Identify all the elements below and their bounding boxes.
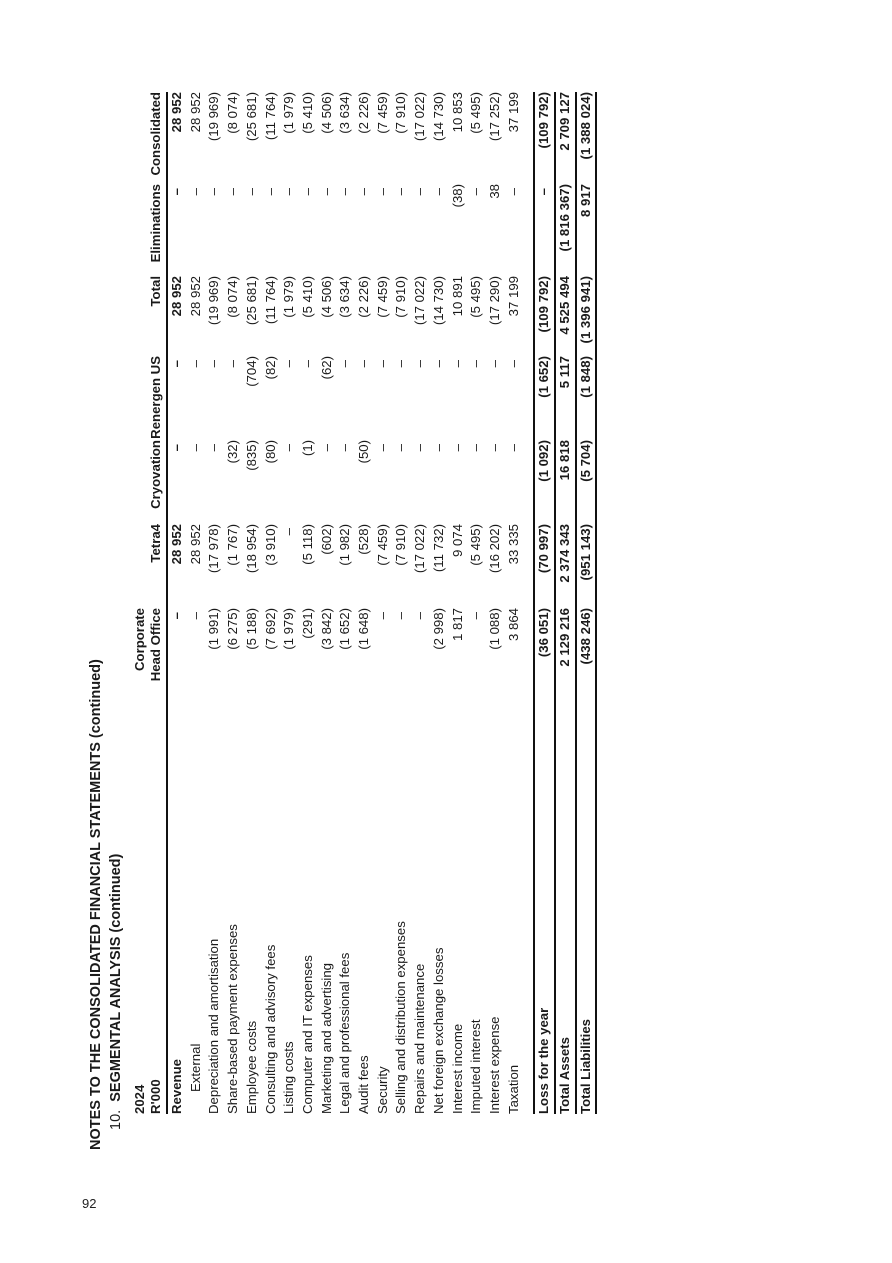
row-label: Depreciation and amortisation xyxy=(206,938,222,1114)
cell-value: (5 495) xyxy=(468,276,484,318)
cell-value: – xyxy=(187,360,203,368)
cell-value: (5 410) xyxy=(299,92,315,134)
cell-value: (835) xyxy=(243,440,259,471)
cell-value: – xyxy=(281,444,297,452)
page-number: 92 xyxy=(82,1196,97,1211)
row-label: Total Liabilities xyxy=(577,1018,593,1114)
cell-value: – xyxy=(468,188,484,196)
row-label: Consulting and advisory fees xyxy=(262,944,278,1114)
cell-value: – xyxy=(412,188,428,196)
row-label: Listing costs xyxy=(281,1041,297,1114)
row-label: Interest expense xyxy=(486,1016,502,1114)
cell-value: – xyxy=(393,360,409,368)
cell-value: (1 088) xyxy=(486,608,502,650)
header-renergen-us: Renergen US xyxy=(148,356,163,439)
cell-value: (36 051) xyxy=(536,608,552,658)
cell-value: – xyxy=(374,188,390,196)
row-label: Legal and professional fees xyxy=(337,952,353,1114)
cell-value: 37 199 xyxy=(505,92,521,133)
row-label: Loss for the year xyxy=(536,1007,552,1114)
cell-value: – xyxy=(356,360,372,368)
cell-value: – xyxy=(281,528,297,536)
cell-value: 3 864 xyxy=(505,608,521,642)
cell-value: (109 792) xyxy=(536,276,552,333)
table-row xyxy=(336,92,355,1114)
header-cryovation: Cryovation xyxy=(148,440,163,509)
cell-value: – xyxy=(412,444,428,452)
cell-value: (951 143) xyxy=(577,524,593,581)
cell-value: – xyxy=(299,188,315,196)
header-year: 2024 xyxy=(132,1084,147,1114)
cell-value: – xyxy=(430,188,446,196)
cell-value: – xyxy=(449,360,465,368)
cell-value: – xyxy=(468,360,484,368)
table-row xyxy=(299,92,318,1114)
table-row xyxy=(449,92,468,1114)
cell-value: 4 525 494 xyxy=(557,276,573,335)
cell-value: (5 188) xyxy=(243,608,259,650)
cell-value: 2 374 343 xyxy=(557,524,573,583)
table-row xyxy=(205,92,224,1114)
cell-value: (7 459) xyxy=(374,92,390,134)
cell-value: – xyxy=(206,444,222,452)
row-label: Taxation xyxy=(505,1064,521,1114)
cell-value: – xyxy=(281,360,297,368)
cell-value: 5 117 xyxy=(557,356,573,389)
header-eliminations: Eliminations xyxy=(148,184,163,263)
cell-value: – xyxy=(536,188,552,196)
cell-value: 28 952 xyxy=(169,276,184,317)
header-corporate-head-office: Corporate Head Office xyxy=(132,608,163,682)
cell-value: – xyxy=(337,188,353,196)
table-row xyxy=(318,92,337,1114)
cell-value: – xyxy=(486,360,502,368)
row-label: Net foreign exchange losses xyxy=(430,947,446,1114)
cell-value: (1 092) xyxy=(536,440,552,482)
cell-value: (2 226) xyxy=(356,92,372,134)
rotated-page-content xyxy=(88,80,658,1150)
cell-value: (3 910) xyxy=(262,524,278,566)
row-label: Share-based payment expenses xyxy=(225,924,241,1114)
table-row xyxy=(430,92,449,1114)
cell-value: – xyxy=(356,188,372,196)
cell-value: (1 979) xyxy=(281,276,297,318)
table-row xyxy=(411,92,430,1114)
cell-value: (80) xyxy=(262,440,278,464)
cell-value: – xyxy=(393,444,409,452)
cell-value: – xyxy=(187,444,203,452)
cell-value: – xyxy=(299,360,315,368)
cell-value: (18 954) xyxy=(243,524,259,574)
cell-value: (3 634) xyxy=(337,92,353,134)
cell-value: – xyxy=(187,612,203,620)
cell-value: – xyxy=(169,444,184,452)
cell-value: (17 022) xyxy=(412,276,428,326)
cell-value: – xyxy=(225,188,241,196)
cell-value: – xyxy=(337,444,353,452)
cell-value: – xyxy=(318,444,334,452)
table-row xyxy=(392,92,411,1114)
table-row xyxy=(576,92,597,1114)
table-row xyxy=(280,92,299,1114)
row-label: Employee costs xyxy=(243,1020,259,1114)
cell-value: (7 910) xyxy=(393,92,409,134)
cell-value: – xyxy=(262,188,278,196)
cell-value: – xyxy=(430,360,446,368)
cell-value: 28 952 xyxy=(169,524,184,565)
cell-value: (70 997) xyxy=(536,524,552,574)
cell-value: – xyxy=(206,360,222,368)
cell-value: (602) xyxy=(318,524,334,555)
cell-value: – xyxy=(393,188,409,196)
cell-value: (1 848) xyxy=(577,356,593,398)
table-header-row xyxy=(132,92,167,1114)
cell-value: (17 290) xyxy=(486,276,502,326)
table-row xyxy=(505,92,524,1114)
cell-value: – xyxy=(505,188,521,196)
cell-value: (1 388 024) xyxy=(577,92,593,160)
cell-value: 28 952 xyxy=(187,92,203,133)
cell-value: 16 818 xyxy=(557,440,573,481)
row-label: Repairs and maintenance xyxy=(412,963,428,1114)
cell-value: (5 410) xyxy=(299,276,315,318)
cell-value: (62) xyxy=(318,356,334,380)
cell-value: (1 396 941) xyxy=(577,276,593,344)
cell-value: (38) xyxy=(449,184,465,208)
header-year-unit xyxy=(132,692,167,1114)
header-tetra4: Tetra4 xyxy=(148,524,163,563)
cell-value: – xyxy=(430,444,446,452)
cell-value: (50) xyxy=(356,440,372,464)
table-row xyxy=(534,92,555,1114)
row-label: Imputed interest xyxy=(468,1019,484,1114)
row-label: Computer and IT expenses xyxy=(299,955,315,1114)
cell-value: – xyxy=(169,188,184,196)
row-spacer xyxy=(523,92,534,1114)
header-total: Total xyxy=(148,276,163,307)
cell-value: (1 979) xyxy=(281,608,297,650)
row-label: Security xyxy=(374,1066,390,1114)
cell-value: (1 648) xyxy=(356,608,372,650)
cell-value: (1 991) xyxy=(206,608,222,650)
cell-value: (11 764) xyxy=(262,276,278,325)
table-row xyxy=(486,92,505,1114)
row-label: Interest income xyxy=(449,1023,465,1114)
table-row xyxy=(167,92,187,1114)
cell-value: 28 952 xyxy=(187,524,203,565)
cell-value: (5 704) xyxy=(577,440,593,482)
table-row xyxy=(355,92,374,1114)
cell-value: – xyxy=(374,612,390,620)
cell-value: 33 335 xyxy=(505,524,521,565)
cell-value: (17 978) xyxy=(206,524,222,574)
cell-value: (438 246) xyxy=(577,608,593,665)
cell-value: (25 681) xyxy=(243,92,259,142)
cell-value: (1 816 367) xyxy=(557,184,573,252)
cell-value: (16 202) xyxy=(486,524,502,574)
row-label: Revenue xyxy=(169,1059,184,1114)
row-label: External xyxy=(187,1043,203,1092)
cell-value: (8 074) xyxy=(225,276,241,318)
cell-value: (19 969) xyxy=(206,276,222,326)
cell-value: (17 022) xyxy=(412,92,428,142)
cell-value: 28 952 xyxy=(169,92,184,133)
cell-value: (1 982) xyxy=(337,524,353,566)
row-label: Audit fees xyxy=(356,1055,372,1114)
cell-value: (4 506) xyxy=(318,92,334,134)
cell-value: – xyxy=(468,444,484,452)
cell-value: – xyxy=(281,188,297,196)
cell-value: (7 459) xyxy=(374,524,390,566)
cell-value: – xyxy=(412,612,428,620)
cell-value: (82) xyxy=(262,356,278,380)
cell-value: (6 275) xyxy=(225,608,241,650)
table-row xyxy=(374,92,393,1114)
cell-value: 28 952 xyxy=(187,276,203,317)
cell-value: (19 969) xyxy=(206,92,222,142)
cell-value: 38 xyxy=(486,184,502,199)
segmental-analysis-table xyxy=(132,92,597,1114)
cell-value: 37 199 xyxy=(505,276,521,317)
cell-value: – xyxy=(449,444,465,452)
cell-value: (2 226) xyxy=(356,276,372,318)
cell-value: 10 853 xyxy=(449,92,465,133)
cell-value: (7 910) xyxy=(393,524,409,566)
cell-value: (1 979) xyxy=(281,92,297,134)
cell-value: 10 891 xyxy=(449,276,465,317)
cell-value: – xyxy=(412,360,428,368)
cell-value: (11 732) xyxy=(430,524,446,573)
cell-value: – xyxy=(318,188,334,196)
cell-value: (3 634) xyxy=(337,276,353,318)
cell-value: (8 074) xyxy=(225,92,241,134)
cell-value: – xyxy=(374,444,390,452)
cell-value: (7 459) xyxy=(374,276,390,318)
cell-value: (5 495) xyxy=(468,92,484,134)
cell-value: (3 842) xyxy=(318,608,334,650)
cell-value: (1 652) xyxy=(337,608,353,650)
cell-value: (1 767) xyxy=(225,524,241,566)
cell-value: (11 764) xyxy=(262,92,278,141)
cell-value: 2 709 127 xyxy=(557,92,573,151)
cell-value: – xyxy=(374,360,390,368)
cell-value: (4 506) xyxy=(318,276,334,318)
cell-value: (2 998) xyxy=(430,608,446,650)
table-row xyxy=(243,92,262,1114)
cell-value: – xyxy=(206,188,222,196)
cell-value: (1 652) xyxy=(536,356,552,398)
cell-value: 9 074 xyxy=(449,524,465,558)
section-title: SEGMENTAL ANALYSIS (continued) xyxy=(108,853,124,1102)
cell-value: – xyxy=(225,360,241,368)
row-label: Selling and distribution expenses xyxy=(393,921,409,1114)
cell-value: (32) xyxy=(225,440,241,464)
header-consolidated: Consolidated xyxy=(148,92,163,176)
cell-value: – xyxy=(505,444,521,452)
row-label: Total Assets xyxy=(557,1037,573,1114)
cell-value: – xyxy=(505,360,521,368)
section-heading xyxy=(108,854,124,1130)
cell-value: (109 792) xyxy=(536,92,552,149)
table-row xyxy=(224,92,243,1114)
cell-value: (7 910) xyxy=(393,276,409,318)
cell-value: – xyxy=(169,360,184,368)
cell-value: 8 917 xyxy=(577,184,593,218)
cell-value: (528) xyxy=(356,524,372,555)
cell-value: 1 817 xyxy=(449,608,465,642)
header-unit: R'000 xyxy=(148,1079,163,1114)
cell-value: – xyxy=(393,612,409,620)
cell-value: (14 730) xyxy=(430,276,446,326)
cell-value: (291) xyxy=(299,608,315,639)
table-row xyxy=(187,92,206,1114)
cell-value: (5 495) xyxy=(468,524,484,566)
cell-value: – xyxy=(337,360,353,368)
cell-value: (25 681) xyxy=(243,276,259,326)
cell-value: – xyxy=(187,188,203,196)
cell-value: – xyxy=(468,612,484,620)
table-row xyxy=(262,92,281,1114)
section-number: 10. xyxy=(108,1109,124,1130)
cell-value: – xyxy=(243,188,259,196)
cell-value: (17 252) xyxy=(486,92,502,142)
document-title: NOTES TO THE CONSOLIDATED FINANCIAL STATEMENTS (continued) xyxy=(88,659,104,1150)
cell-value: – xyxy=(169,612,184,620)
table-row xyxy=(555,92,576,1114)
cell-value: (5 118) xyxy=(299,524,315,565)
cell-value: (704) xyxy=(243,356,259,387)
cell-value: 2 129 216 xyxy=(557,608,573,667)
cell-value: (17 022) xyxy=(412,524,428,574)
cell-value: (7 692) xyxy=(262,608,278,650)
cell-value: – xyxy=(486,444,502,452)
table-row xyxy=(467,92,486,1114)
cell-value: (1) xyxy=(299,440,315,457)
row-label: Marketing and advertising xyxy=(318,962,334,1114)
cell-value: (14 730) xyxy=(430,92,446,142)
